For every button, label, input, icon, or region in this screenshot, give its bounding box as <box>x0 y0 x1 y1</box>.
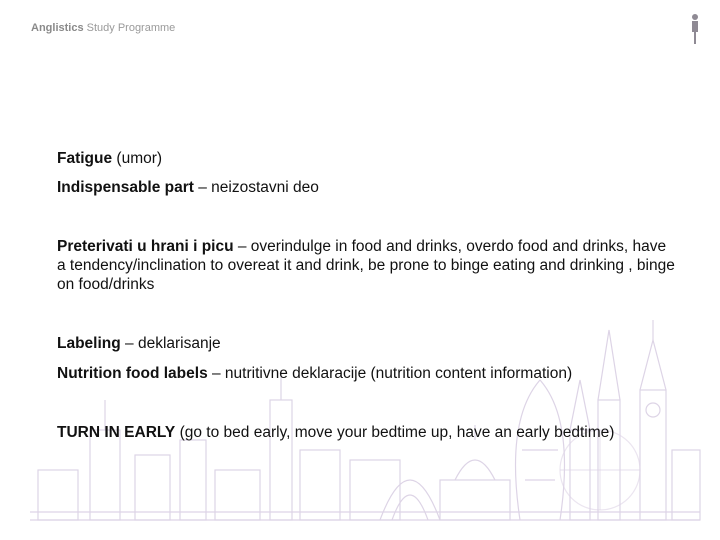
vocab-entry-indispensable <box>57 178 677 197</box>
vocab-term: TURN IN EARLY <box>57 424 176 441</box>
vocab-definition: – overindulge in food and drinks, overdo food and drinks, have a tendency/inclination to overeat it and drink, be prone to binge eating and drinking , binge on food/drinks <box>57 238 675 293</box>
vocab-term: Preterivati u hrani i picu <box>57 238 234 255</box>
vocab-term: Labeling <box>57 335 121 352</box>
person-silhouette-icon <box>686 12 704 46</box>
header <box>31 22 175 34</box>
vocab-definition: (go to bed early, move your bedtime up, have an early bedtime) <box>175 424 615 441</box>
vocab-entry-nutrition-labels <box>57 364 677 383</box>
vocab-definition: – neizostavni deo <box>193 179 319 196</box>
vocab-entry-labeling <box>57 334 677 353</box>
vocab-definition: – deklarisanje <box>120 335 221 352</box>
vocab-definition: (umor) <box>112 150 163 167</box>
vocab-entry-fatigue <box>57 149 677 168</box>
vocab-definition: – nutritivne deklaracije (nutrition content information) <box>207 365 573 382</box>
vocab-term: Nutrition food labels <box>57 365 208 382</box>
vocab-entry-turn-in-early <box>57 423 677 442</box>
programme-subtitle: Study Programme <box>86 22 176 34</box>
vocab-entry-preterivati <box>57 237 677 294</box>
vocab-term: Indispensable part <box>57 179 194 196</box>
vocab-term: Fatigue <box>57 150 113 167</box>
brand-name: Anglistics <box>31 22 84 34</box>
